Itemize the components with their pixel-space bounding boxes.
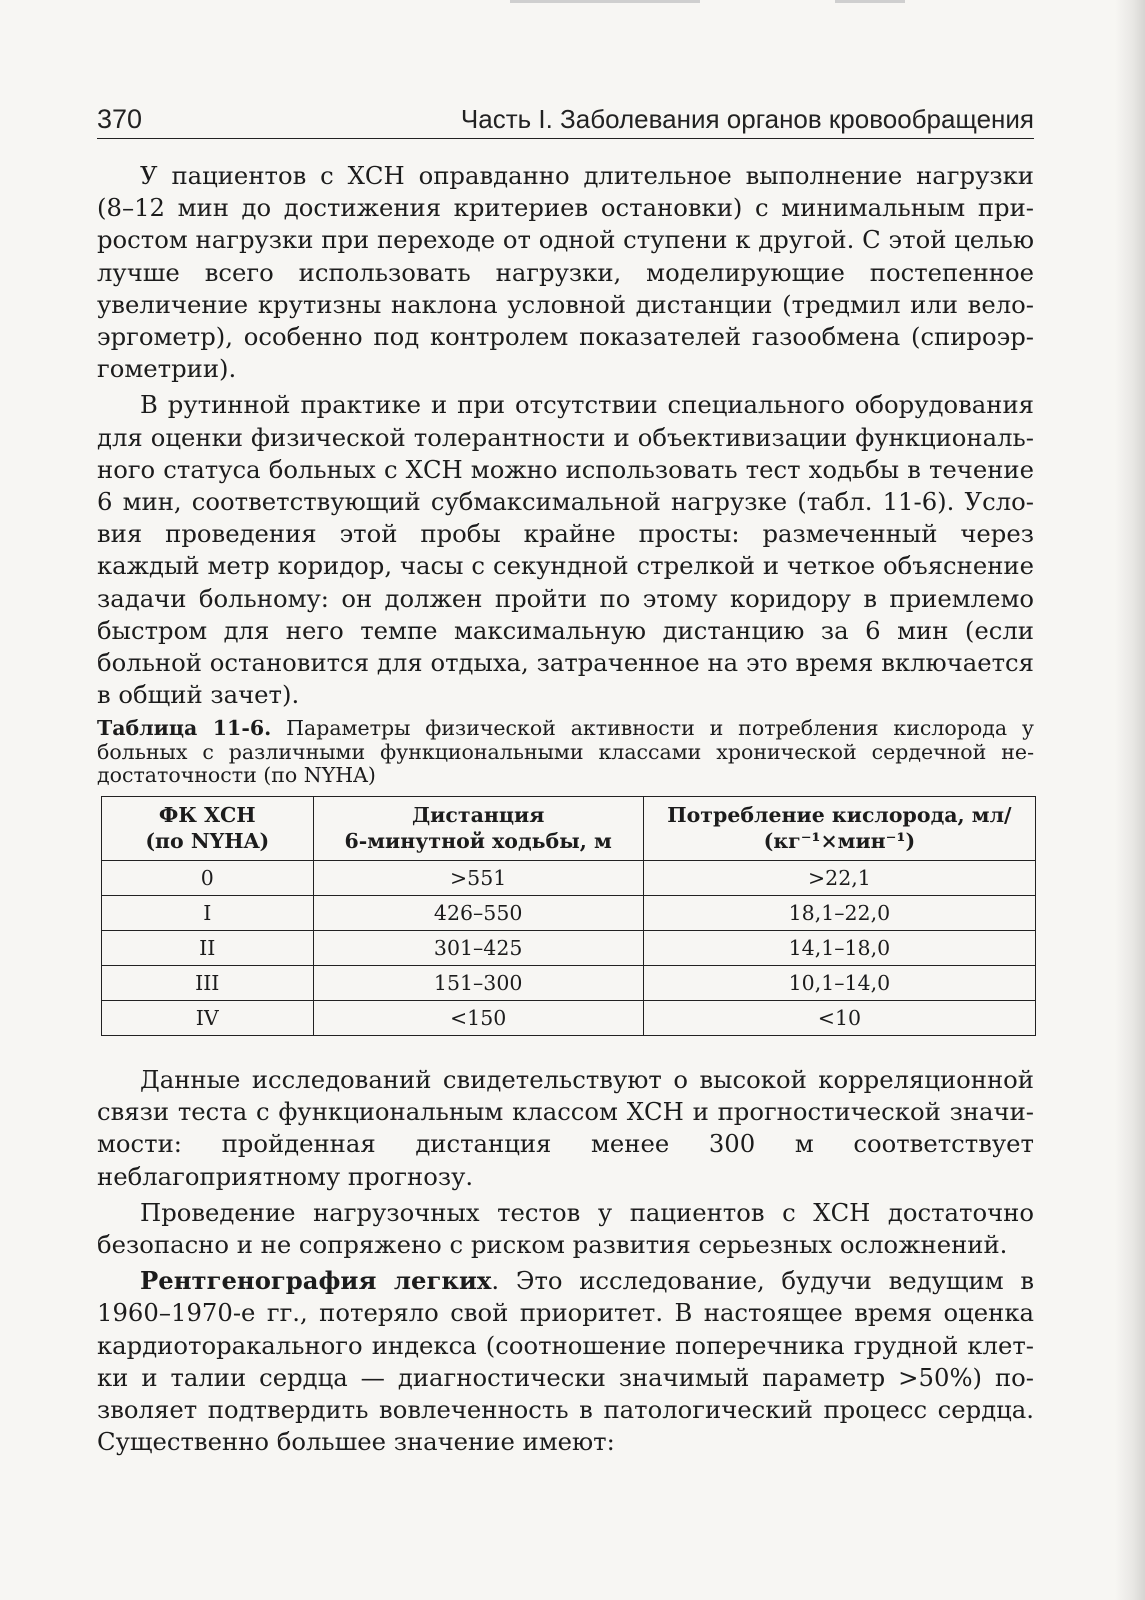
table-cell: >551: [313, 860, 643, 895]
paragraph-4: Проведение нагрузочных тестов у пациентов с ХСН достаточно безопасно и не сопряжено с риском развития серьезных осложнений.: [97, 1197, 1034, 1259]
table-cell: 18,1–22,0: [643, 895, 1035, 930]
table-row: [102, 965, 1036, 1000]
table-header-row: [102, 796, 1036, 860]
paragraph-2: В рутинной практике и при отсутствии специального оборудования для оценки физической толерантности и объективизации функционального статуса больных с ХСН можно использовать тест ходьбы в течение 6 мин, соответствующий субмаксимальной нагрузке (табл. 11-6). Условия проведения этой пробы крайне просты: размеченный через каждый метр коридор, часы с секундной стрелкой и четкое объяснение задачи больному: он должен пройти по этому коридору в приемлемо быстром для него темпе максимальную дистанцию за 6 мин (если больной остановится для отдыха, затраченное на это время включается в общий зачет).: [97, 390, 1034, 710]
table-row: [102, 930, 1036, 965]
table-cell: II: [102, 930, 314, 965]
table-cell: 10,1–14,0: [643, 965, 1035, 1000]
table-caption-label: Таблица 11-6.: [97, 716, 272, 741]
top-scan-marks: [0, 0, 1145, 6]
table-row: [102, 1000, 1036, 1035]
table-cell: 151–300: [313, 965, 643, 1000]
table-cell: 301–425: [313, 930, 643, 965]
paragraph-3: Данные исследований свидетельствуют о высокой корреляционной связи теста с функциональным классом ХСН и прогностической значимости: пройденная дистанция менее 300 м соответствует неблагоприятному прогнозу.: [97, 1064, 1034, 1191]
table-caption: [97, 717, 1034, 788]
page-body: [97, 160, 1034, 1458]
table-cell: III: [102, 965, 314, 1000]
scan-mark: [510, 0, 700, 3]
table-row: [102, 895, 1036, 930]
table-cell: <150: [313, 1000, 643, 1035]
table-row: [102, 860, 1036, 895]
table-caption-text: Параметры физической активности и потребления кислорода у больных с различными функциональными классами хронической сердечной недостаточности (по NYHA): [97, 716, 1034, 788]
header-cell-fc: ФК ХСН (по NYHA): [102, 796, 314, 860]
table-cell: <10: [643, 1000, 1035, 1035]
table-cell: 426–550: [313, 895, 643, 930]
paragraph-5: [97, 1265, 1034, 1458]
running-head: [97, 104, 1034, 139]
page-number: 370: [97, 104, 143, 134]
scan-mark: [835, 0, 905, 3]
data-table: [101, 796, 1036, 1036]
section-title: Часть I. Заболевания органов кровообращения: [460, 104, 1034, 134]
table-cell: I: [102, 895, 314, 930]
header-cell-distance: Дистанция 6-минутной ходьбы, м: [313, 796, 643, 860]
table-cell: 0: [102, 860, 314, 895]
page-edge-shadow: [1115, 0, 1145, 1600]
paragraph-5-lead: Рентгенография легких: [140, 1266, 492, 1296]
paragraph-1: У пациентов с ХСН оправданно длительное выполнение нагрузки (8–12 мин до достижения критериев остановки) с минимальным приростом нагрузки при переходе от одной ступени к другой. С этой целью лучше всего использовать нагрузки, моделирующие постепенное увеличение крутизны наклона условной дистанции (тредмил или велоэргометр), особенно под контролем показателей газообмена (спироэргометрии).: [97, 161, 1034, 384]
table-cell: IV: [102, 1000, 314, 1035]
paragraph-5-text: . Это исследование, будучи ведущим в 1960–1970-е гг., потеряло свой приоритет. В настоящее время оценка кардиоторакального индекса (соотношение поперечника грудной клетки и талии сердца — диагностически значимый параметр >50%) позволяет подтвердить вовлеченность в патологический процесс сердца. Существенно большее значение имеют:: [97, 1266, 1034, 1457]
table-cell: >22,1: [643, 860, 1035, 895]
table-cell: 14,1–18,0: [643, 930, 1035, 965]
header-cell-oxygen: Потребление кислорода, мл/ (кг⁻¹×мин⁻¹): [643, 796, 1035, 860]
